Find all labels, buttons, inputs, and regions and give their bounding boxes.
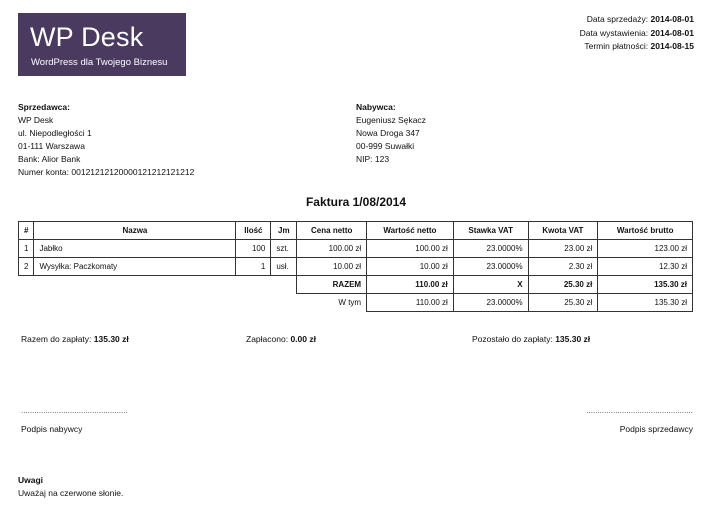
cell: 100: [236, 240, 271, 258]
cell: Wysyłka: Paczkomaty: [34, 258, 236, 276]
invoice-table: [18, 221, 693, 312]
cell: usł.: [271, 258, 297, 276]
incl-gross: 135.30 zł: [598, 294, 693, 312]
cell: 100.00 zł: [297, 240, 367, 258]
issue-date: [580, 27, 694, 41]
seller-bank: Bank: Alior Bank: [18, 154, 81, 164]
seller-street: ul. Niepodległości 1: [18, 128, 92, 138]
notes-heading: Uwagi: [18, 475, 44, 485]
cell: 1: [236, 258, 271, 276]
col-header: Kwota VAT: [528, 222, 598, 240]
cell: 123.00 zł: [598, 240, 693, 258]
logo-title: WP Desk: [30, 22, 144, 52]
issue-date-value: 2014-08-01: [650, 27, 694, 38]
incl-net: 110.00 zł: [367, 294, 454, 312]
sale-date: [580, 13, 694, 27]
sale-date-value: 2014-08-01: [650, 14, 694, 24]
table-header-row: [19, 222, 693, 240]
notes-text: Uważaj na czerwone słonie.: [18, 488, 124, 498]
issue-date-label: Data wystawienia:: [579, 27, 649, 38]
table-row: [19, 258, 693, 276]
cell: Jabłko: [34, 240, 236, 258]
seller-heading: Sprzedawca:: [18, 102, 70, 112]
buyer-street: Nowa Droga 347: [356, 128, 420, 138]
company-logo: [18, 13, 186, 76]
cell: 1: [19, 240, 34, 258]
cell: 10.00 zł: [297, 258, 367, 276]
table-row: [19, 240, 693, 258]
col-header: Wartość netto: [367, 222, 454, 240]
total-row: [19, 276, 693, 294]
remaining-amount: [472, 334, 590, 344]
invoice-dates: [580, 13, 694, 54]
to-pay-value: 135.30 zł: [93, 334, 129, 344]
paid-label: Zapłacono:: [246, 334, 289, 344]
col-header: Nazwa: [34, 222, 236, 240]
buyer-heading: Nabywca:: [356, 102, 396, 112]
due-date-label: Termin płatności:: [584, 41, 649, 51]
cell: 2: [19, 258, 34, 276]
col-header: #: [19, 222, 34, 240]
seller-signature-line: ................................................: [586, 406, 693, 415]
incl-label: W tym: [338, 298, 362, 308]
invoice-title: Faktura 1/08/2014: [305, 195, 407, 209]
cell: szt.: [271, 240, 297, 258]
total-vat: 25.30 zł: [528, 276, 598, 294]
buyer-block: [356, 101, 426, 166]
paid-value: 0.00 zł: [290, 334, 316, 344]
incl-rate: 23.0000%: [453, 294, 528, 312]
seller-account: Numer konta: 00121212120000121212121212: [18, 167, 195, 177]
cell: 12.30 zł: [598, 258, 693, 276]
buyer-name: Eugeniusz Sękacz: [356, 115, 426, 125]
total-rate: X: [453, 276, 528, 294]
buyer-signature-label: Podpis nabywcy: [21, 424, 83, 434]
cell: 23.0000%: [453, 240, 528, 258]
logo-subtitle: WordPress dla Twojego Biznesu: [31, 57, 168, 68]
to-pay-label: Razem do zapłaty:: [21, 334, 92, 344]
total-net: 110.00 zł: [367, 276, 454, 294]
seller-block: [18, 101, 194, 179]
sale-date-label: Data sprzedaży:: [586, 14, 649, 24]
total-to-pay: [21, 334, 129, 344]
buyer-signature-line: ................................................: [21, 406, 128, 415]
seller-name: WP Desk: [18, 115, 54, 125]
col-header: Ilość: [236, 222, 271, 240]
incl-vat: 25.30 zł: [528, 294, 598, 312]
due-date-value: 2014-08-15: [650, 41, 694, 51]
notes-section: [18, 474, 123, 500]
cell: 23.0000%: [453, 258, 528, 276]
col-header: Stawka VAT: [453, 222, 528, 240]
remaining-label: Pozostało do zapłaty:: [472, 334, 553, 344]
total-gross: 135.30 zł: [598, 276, 693, 294]
col-header: Wartość brutto: [598, 222, 693, 240]
col-header: Cena netto: [297, 222, 367, 240]
buyer-nip: NIP: 123: [356, 154, 390, 164]
cell: 2.30 zł: [528, 258, 598, 276]
due-date: [580, 40, 694, 54]
paid-amount: [246, 334, 316, 344]
buyer-city: 00-999 Suwałki: [356, 141, 415, 151]
incl-row: [19, 294, 693, 312]
col-header: Jm: [271, 222, 297, 240]
seller-signature-label: Podpis sprzedawcy: [619, 424, 693, 434]
cell: 23.00 zł: [528, 240, 598, 258]
seller-city: 01-111 Warszawa: [18, 141, 85, 151]
remaining-value: 135.30 zł: [555, 334, 591, 344]
total-label: RAZEM: [297, 276, 367, 294]
cell: 100.00 zł: [367, 240, 454, 258]
cell: 10.00 zł: [367, 258, 454, 276]
